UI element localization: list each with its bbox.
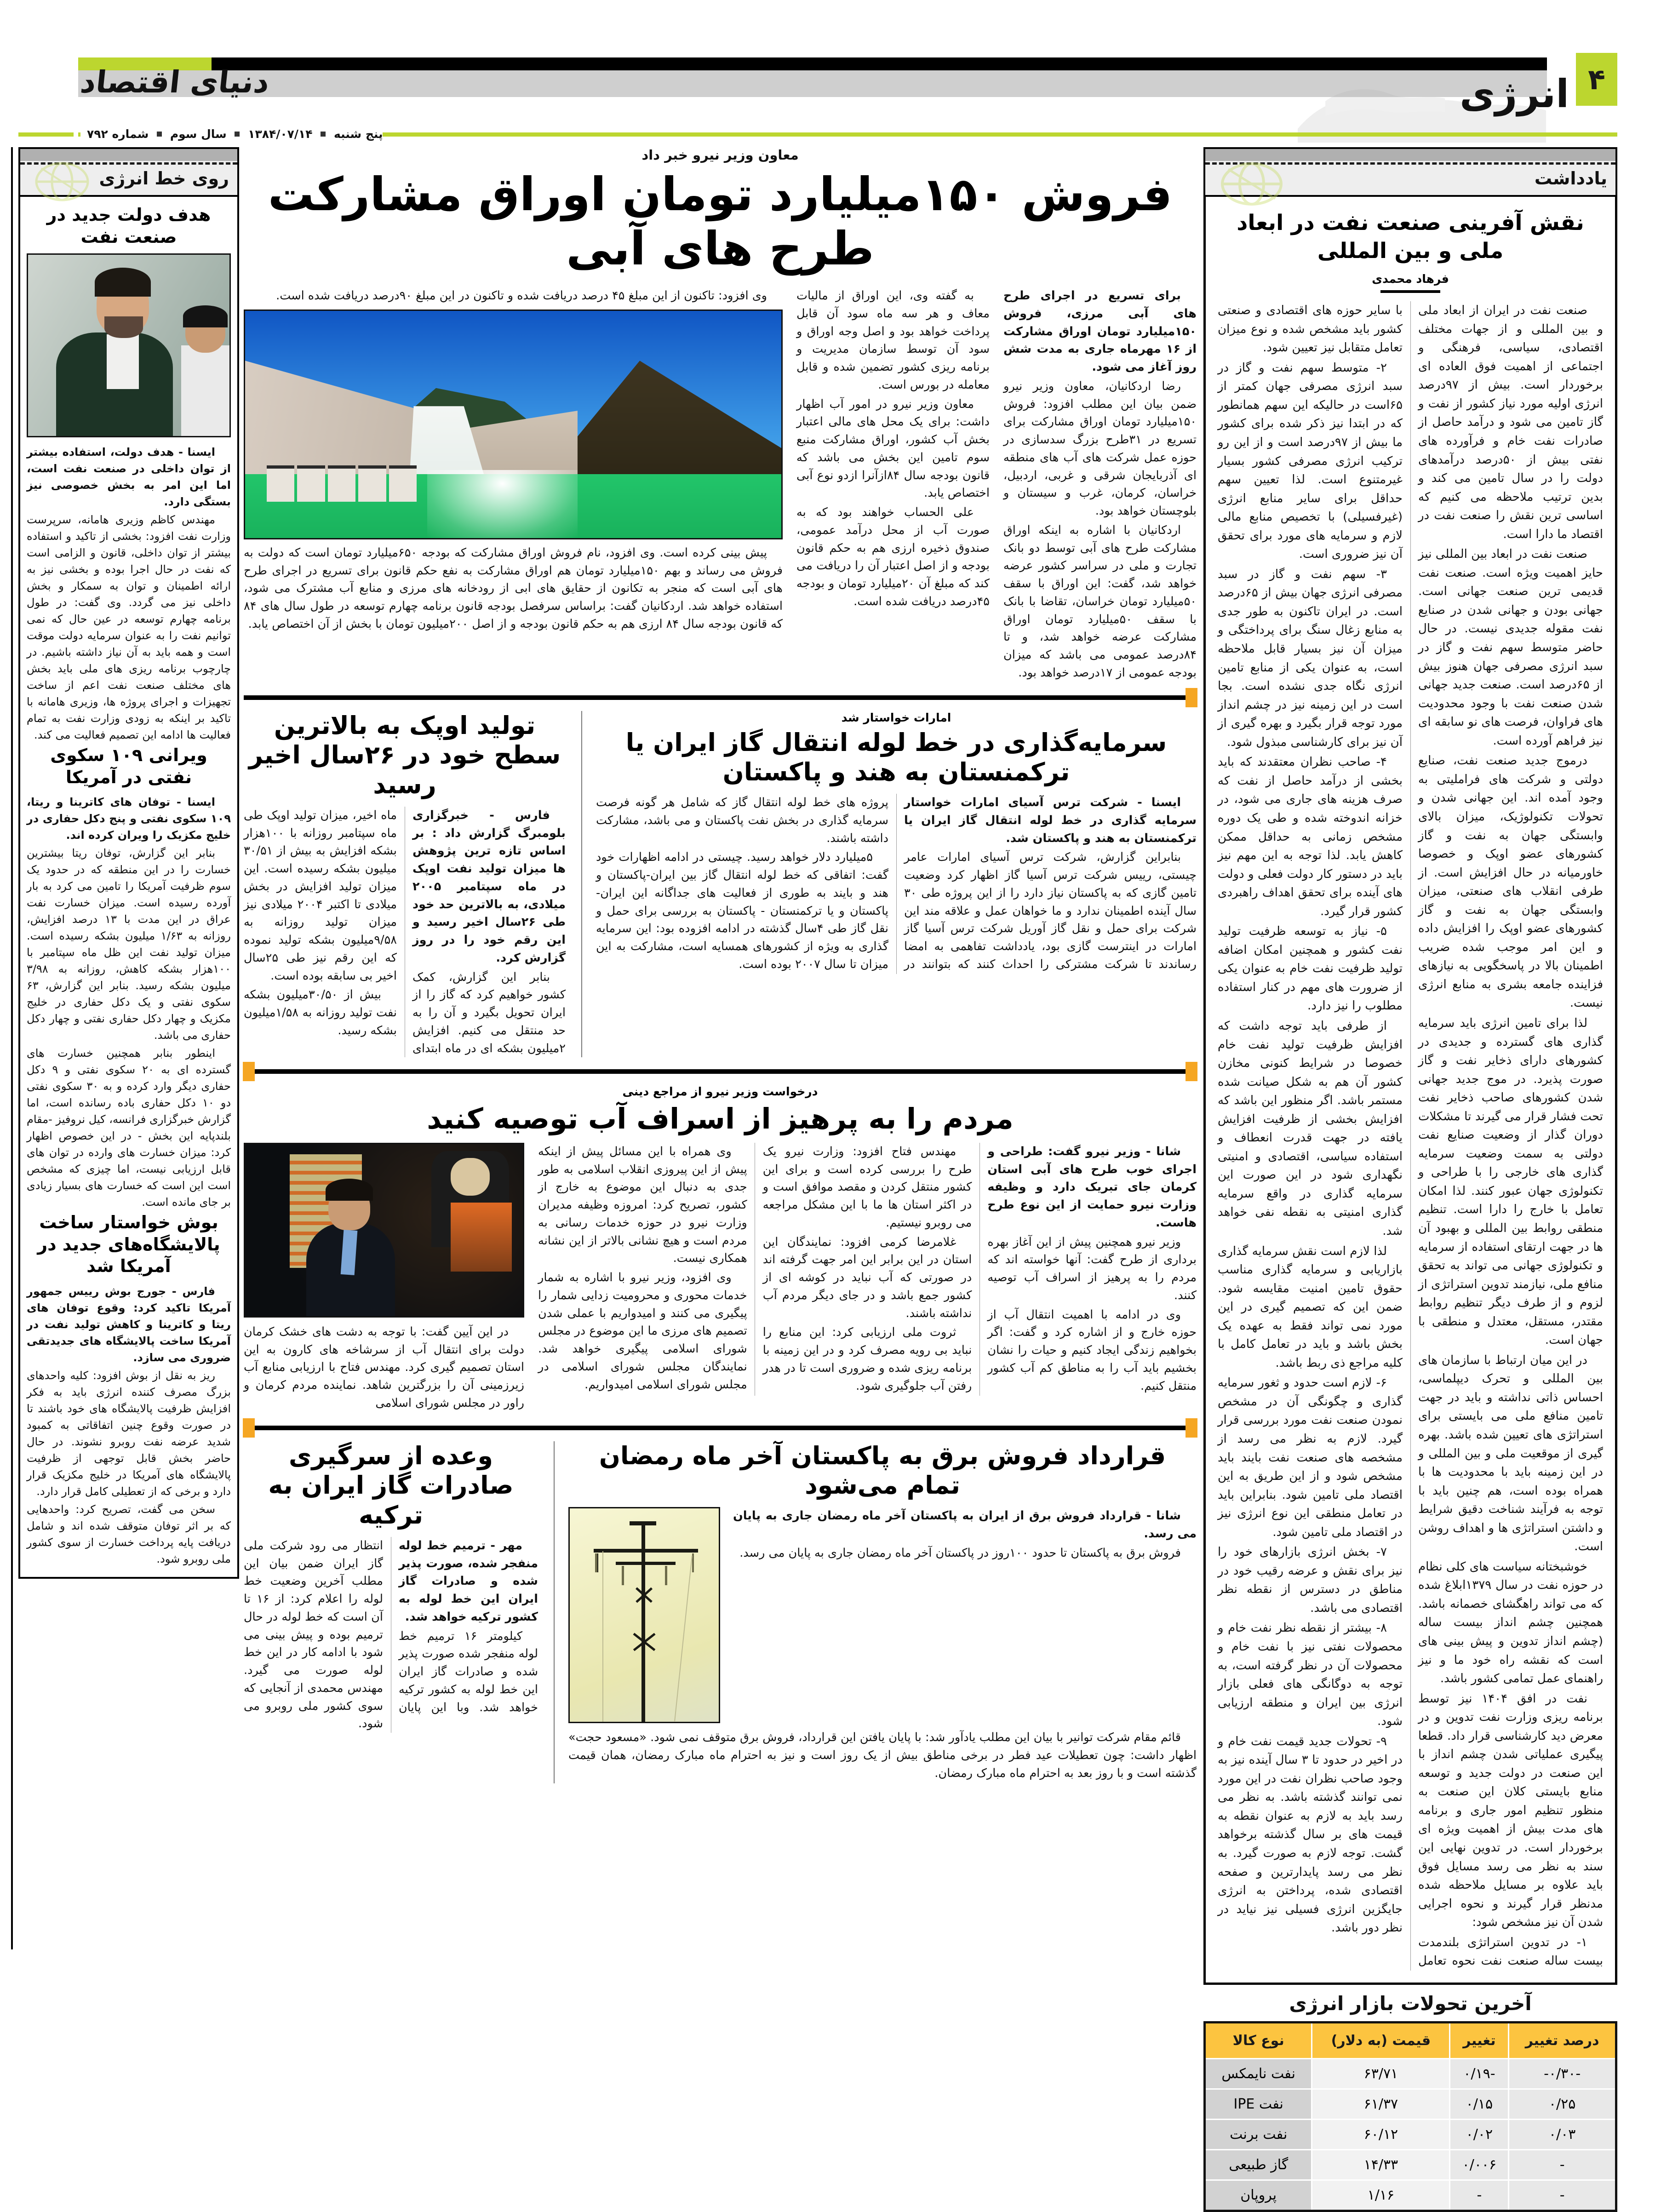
photo-insulator xyxy=(665,1566,667,1585)
lead-paragraph: پیش بینی کرده است. وی افزود، نام فروش اوراق مشارکت که بودجه ۶۵۰میلیارد تومان است که دولت به فروش می رساند و بهم ۱۵۰میلیارد تومان هم اوراق مشارکت به نفع حکم قانون برای تسریع در اجرای طرح های آبی است که منجر به تکانون از حقایق های ابی از رودخانه های مرزی و منابع آب مشترک می شود، استفاده خواهد شد. اردکانیان گفت: براساس سرفصل بودجه قانون برنامه چهارم توسعه در طول سال های ۸۴ که قانون بودجه سال ۸۴ ارزی هم به حکم قانون بودجه و از اصل ۲۰۰میلیون تومان با بخش از آن اختصاص یابد. xyxy=(244,545,783,631)
rail-item-title-2: بوش خواستار ساخت پالایشگاه‌های جدید در آمریکا شد xyxy=(37,1212,220,1276)
pakistan-paragraph: فروش برق به پاکستان تا حدود ۱۰۰روز در پاکستان آخر ماه رمضان جاری به پایان می رسد. xyxy=(739,1546,1181,1560)
note-paragraph: صنعت نفت در ایران از ابعاد ملی و بین المللی و از جهات مختلف اقتصادی، سیاسی، فرهنگی و اجتماعی از اهمیت فوق العاده ای برخوردار است. بیش از ۹۷درصد انرژی اولیه مورد نیاز کشور از نفت و گاز تامین می شود و درآمد حاصل از صادرات نفت خام و فرآورده های نفتی بیش از ۵۰درصد درآمدهای دولت را در سال تامین می کند و بدین ترتیب ملاحظه می کنیم که اساسی ترین نقش را صنعت نفت در اقتصاد ما دارا است. xyxy=(1418,304,1603,541)
table-row xyxy=(1205,2089,1616,2119)
lead-paragraph: به گفته وی، این اوراق از مالیات معاف و هر سه ماه سود آن قابل پرداخت خواهد بود و اصل وجه اوراق و سود آن توسط سازمان مدیریت و برنامه ریزی کشور تضمین شده و قابل معامله در بورس است. xyxy=(796,289,990,392)
table-header-row xyxy=(1205,2022,1616,2058)
opec-headline: تولید اوپک به بالاترین سطح خود در ۲۶سال اخیر رسید xyxy=(248,711,561,800)
rail-paragraph: مهندس کاظم وزیری هامانه، سرپرست وزارت نفت افزود: بخشی از تاکید و استفاده بیشتر از توان داخلی، قانون و الزامی است که نفت در حال اجرا بوده و بخشی نیز به ارائه اطمینان و توان به سمکار و بخش داخلی نیز می گردد. وی گفت: در طول برنامه چهارم توسعه در عین حال که نمی توانیم نفت را به عنوان سرمایه دولت موقت است و همه باید به آن نیاز داشته باشیم. در چارچوب برنامه ریزی های ملی باید بخش های مختلف صنعت نفت اعم از ساخت تجهیزات و اجرای پروژه ها، وزیری هامانه با تاکید بر اینکه به زودی وزارت نفت به تمام فعالیت ها ادامه این تصمیم فعالیت می کند. xyxy=(27,513,231,741)
turkey-paragraph: مهر - ترمیم خط لوله منفجر شده، صورت پذیر شده و صادرات گاز ایران این خط لوله به کشور ترکیه خواهد شد. xyxy=(399,1538,538,1624)
note-paragraph: نفت در افق ۱۴۰۴ نیز توسط برنامه ریزی وزارت نفت تدوین و در معرض دید کارشناسی قرار داد. قطعا پیگیری عملیاتی شدن چشم انداز با این صنعت در دولت جدید و توسعه منابع بایستی کلان این صنعت به منظور تنظیم امور جاری و برنامه های مدت بیش از اهمیت ویژه ای برخوردار است. در تدوین نهایی این سند به نظر می رسد مسایل فوق باید علاوه بر مسایل ملاحظه شده مدنظر قرار گیرند و نحوه اجرایی شدن آن نیز مشخص شود: xyxy=(1418,1691,1603,1930)
pakistan-paragraph: شانا - قرارداد فروش برق از ایران به پاکستان آخر ماه رمضان جاری به پایان می رسد. xyxy=(733,1509,1197,1541)
lead-paragraph: معاون وزیر نیرو در امور آب اظهار داشت: برای یک محل های مالی اعتبار بخش آب کشور، اوراق مشارکت منبع سوم تامین این بخش می باشد که قانون بودجه سال ۸۴ازآنرا ازدو نوع آبی اختصاص یابد. xyxy=(796,397,990,500)
water-paragraph: وی همراه با این مسائل پیش از اینکه پیش از این پیروزی انقلاب اسلامی به طور جدی به دنبال این موضوع به خارج از کشور، تصریح کرد: امروزه وظیفه مدیران وزارت نیرو در حوزه خدمات رسانی به مردم است و هیچ نشانی بالاتر از این نشانه همکاری نیست. xyxy=(538,1144,747,1266)
pylon-photo xyxy=(568,1507,720,1723)
section-divider xyxy=(244,695,1197,700)
note-paragraph: ۶- لازم است حدود و ثغور سرمایه گذاری و چگونگی آن در مشخص نمودن صنعت نفت مورد بررسی قرار گیرد. لازم به نظر می رسد از مشخصه های صنعت نفت بایند باید مشخص شود و از این طریق به این اقتصاد ملی تامین شود. بنابراین باید در تعامل منطقی این نوع انرژی نیز در اقتصاد ملی تامین شود. xyxy=(1218,1376,1403,1539)
lead-paragraph: علی الحساب خواهند بود که به صورت آب از محل درآمد عمومی، صندوق ذخیره ارزی هم به حکم قانون بودجه و از اصل اعتبار آن را دریافت می کند که مبلغ آن ۲۰میلیارد تومان و بودجه ۴۵درصد دریافت شده است. xyxy=(796,505,990,608)
newspaper-logo: دنیای اقتصاد xyxy=(78,64,271,100)
lead-paragraph: وی افزود: تاکنون از این مبلغ ۴۵ درصد دریافت شده و تاکنون در این مبلغ ۹۰درصد دریافت شده است. xyxy=(276,289,767,303)
cell-pct: - xyxy=(1509,2180,1616,2211)
turkey-headline: وعده از سرگیری صادرات گاز ایران به ترکیه xyxy=(268,1441,514,1530)
photo-insulator xyxy=(622,1566,624,1585)
cell-price: ۱/۱۶ xyxy=(1312,2180,1450,2211)
note-paragraph: ۱- در تدوین استراتژی بلندمدت بیست ساله صنعت نفت نحوه تعامل با سایر حوزه های اقتصادی و صنعتی کشور باید مشخص شده و نوع میزان تعامل متقابل نیز تعیین شود. xyxy=(1218,304,1603,1968)
lead-paragraph: اردکانیان با اشاره به اینکه اوراق مشارکت طرح های آبی توسط دو بانک تجارت و ملی در سراسر کشور عرضه خواهد شد، گفت: این اوراق با سقف ۵۰میلیارد تومان خراسان، تقاضا با بانک با سقف ۵۰میلیارد تومان اوراق مشارکت عرضه خواهد شد، و تا ۸۴درصد عمومی می باشد که میزان بودجه عمومی از ۱۷درصد خواهد بود. xyxy=(1003,523,1197,680)
bullet-square-icon xyxy=(157,132,162,137)
header-grey-band xyxy=(1205,149,1615,161)
officials-photo xyxy=(27,253,231,437)
photo-shape xyxy=(181,345,231,436)
pipeline-paragraph: بنابراین گزارش، شرکت ترس آسیای امارات عامر چیستی، رییس شرکت ترس آسیا گاز اظهار کرد وضعیت تامین گازی که به پاکستان نیاز دارد را از این پروژه طی ۳۰ سال آینده اطمینان ندارد و ما خواهان عمل و علاقه مند این شرکت برای حمل و نقل گاز آوریل شرکت ترس آسیا گاز امارات در اینترست گازی بود، یادداشت تفاهمی به امضا رساندند تا شرکت مشترکی را احداث کنند که بتوانند در پروژه های خط لوله انتقال گاز که شامل هر گونه فرصت سرمایه گذاری در بخش نفت پاکستان و می باشد، مشارکت داشته باشند. xyxy=(596,796,1197,971)
note-paragraph: ۴- صاحب نظران معتقدند که باید بخشی از درآمد حاصل از نفت که صرف هزینه های جاری می شود، در خزانه اندوخته شده و طی یک دوره مشخص زمانی به حداقل ممکن کاهش یابد. لذا توجه به این مهم نیز باید در دستور کار دولت فعلی و دولت های آینده برای تحقق اهداف راهبردی کشور قرار گیرد. xyxy=(1218,755,1403,918)
masthead-black-bar xyxy=(78,57,1547,70)
cell-change: - xyxy=(1450,2180,1509,2211)
cell-commodity: نفت برنت xyxy=(1205,2119,1312,2149)
dateline-day: پنج شنبه xyxy=(333,127,383,141)
page-content xyxy=(0,147,1661,2203)
byline-rule xyxy=(1380,290,1440,293)
note-headline: نقش آفرینی صنعت نفت در ابعاد ملی و بین المللی xyxy=(1237,210,1584,264)
photo-foam xyxy=(427,470,577,538)
cell-commodity: نفت IPE xyxy=(1205,2089,1312,2119)
water-paragraph: وزیر نیرو همچنین پیش از این آغاز بهره برداری از طرح گفت: آنها خواسته اند که مردم را به پرهیز از اسراف آب توصیه کنند. xyxy=(987,1235,1197,1302)
photo-shape xyxy=(451,1203,512,1272)
bullet-square-icon xyxy=(235,132,240,137)
col-price: قیمت (به دلار) xyxy=(1312,2022,1450,2058)
water-paragraph: ثروت ملی ارزیابی کرد: این منابع را نباید بی رویه مصرف کرد و در این زمینه با برنامه ریزی شده و ضروری است تا در هدر رفتن آب جلوگیری شود. xyxy=(762,1325,972,1393)
photo-insulator xyxy=(595,1553,597,1573)
lead-headline: فروش ۱۵۰میلیارد تومان اوراق مشارکت طرح های آبی xyxy=(268,167,1173,275)
pakistan-headline: قرارداد فروش برق به پاکستان آخر ماه رمضان تمام می‌شود xyxy=(599,1441,1166,1500)
water-paragraph: شانا - وزیر نیرو گفت: طراحی و اجرای خوب طرح های آبی استان کرمان جای تبریک دارد و وظیفه وزارت نیرو حمایت از این نوع طرح هاست. xyxy=(987,1144,1197,1230)
dam-photo xyxy=(244,309,783,539)
dateline-year: سال سوم xyxy=(170,127,227,141)
photo-shape xyxy=(451,1158,490,1196)
minister-photo xyxy=(244,1143,524,1318)
cell-change: ۰/۱۵ xyxy=(1450,2089,1509,2119)
pipeline-headline: سرمایه‌گذاری در خط لوله انتقال گاز ایران یا ترکمنستان به هند و پاکستان xyxy=(625,728,1167,787)
col-change: تغییر xyxy=(1450,2022,1509,2058)
note-paragraph: ۲- متوسط سهم نفت و گاز در سبد انرژی مصرفی جهان کمتر از ۶۵است در حالیکه این سهم همانطور که در ابتدا نیز ذکر شده برای کشور ما بیش از ۹۷درصد است و از این رو ترکیب انرژی مصرفی کشور بسیار غیرمتنوع است. لذا تعیین سهم حداقل برای سایر منابع انرژی (غیرفسیلی) با تخصیص منابع مالی لازم و سرمایه های مورد برای تحقق آن نیز ضروری است. xyxy=(1218,361,1403,562)
rail-paragraph: بنابر این گزارش، توفان ریتا بیشترین خسارت را در این منطقه که در حدود یک سوم ظرفیت آمریکا را تامین می کرد به بار آورده رسیده است. میزان خسارت نفت عراق در این مدت با ۱۳ درصد افزایش، روزانه به ۱/۶۳ میلیون بشکه رسیده است. میزان تولید نفت این ظل ماه سپتامبر با ۱۰۰هزار بشکه کاهش، روزانه به ۳/۹۸ میلیون بشکه رسید. بنابر این گزارش، ۶۳ سکوی نفتی و یک دکل حفاری در خلیج مکزیک و چهار دکل حفاری نفتی و چهار دکل حفاری می باشد. xyxy=(27,847,231,1042)
rail-item-title-1: ویرانی ۱۰۹ سکوی نفتی در آمریکا xyxy=(50,745,207,787)
pipeline-paragraph: ۵میلیارد دلار خواهد رسید. چیستی در ادامه اظهارات خود گفت: اتفاقی که خط لوله انتقال گاز بین ایران-پاکستان و هند و بایند به طوری از فعالیت های جداگانه این ایران-پاکستان و یا ترکمنستان - پاکستان به بررسی برای حمل و نقل گاز طی ۴سال گذشته در ادامه افزوده بود: این سرمایه گذاری به ویژه از کشورهای همسایه است، مشارکت به این میزان تا سال ۲۰۰۷ بوده است. xyxy=(596,850,888,971)
col-pct-change: درصد تغییر xyxy=(1509,2022,1616,2058)
note-paragraph: لذا برای تامین انرژی باید سرمایه گذاری های گسترده و جدیدی در کشورهای دارای ذخایر نفت و گاز صورت پذیرد. در موج جدید جهانی شدن کشورهای صاحب ذخایر نفت تحت فشار قرار می گیرند تا مشکلات دوران گذار از وضعیت صنایع نفت دولتی به سمت وضعیت سرمایه گذاری های خارجی را با طراحی و تکنولوژی جهان عبور کنند. لذا امکان تعامل با خارج را دارا است. تنظیم منطقی روابط بین المللی و بهبود آن ها در جهت ارتقای استفاده از سرمایه و تکنولوژی جهانی می تواند به تحقق منافع ملی، نیازمند تدوین استراتژی از لزوم و از طرف دیگر تنظیم روابط مقتدر، مستقل، معتدل و منطقی با جهان است. xyxy=(1418,1016,1603,1347)
cell-price: ۶۱/۳۷ xyxy=(1312,2089,1450,2119)
table-row xyxy=(1205,2058,1616,2089)
section-divider xyxy=(244,1069,1197,1074)
col-commodity: نوع کالا xyxy=(1205,2022,1312,2058)
cell-commodity: گاز طبیعی xyxy=(1205,2149,1312,2180)
note-paragraph: ۸- بیشتر از نقطه نظر نفت خام و محصولات نفتی نیز با نفت خام و محصولات آن در نظر گرفته است، به توجه به دوگانگی های فعلی بازار انرژی بین ایران و منطقه ارزیابی شود. xyxy=(1218,1621,1403,1729)
left-rail-body xyxy=(18,197,239,1579)
cell-change: -۰/۱۹ xyxy=(1450,2058,1509,2089)
photo-shape xyxy=(183,305,227,327)
section-divider xyxy=(244,1426,1197,1430)
photo-shape xyxy=(326,1179,373,1201)
pipeline-paragraph: ایسنا - شرکت ترس آسیای امارات خواستار سرمایه گذاری در خط لوله انتقال گاز ایران یا ترکمنستان به هند و پاکستان شد. xyxy=(904,796,1197,845)
water-paragraph: غلامرضا کرمی افزود: نمایندگان این استان در این برابر این امر جهت گرفته اند در صورتی که آب نباید در کوشه ای از کشور جمع باشد و در جای دیگر مردم آب نداشته باشند. xyxy=(762,1235,972,1320)
photo-shape xyxy=(104,316,143,338)
cell-pct: ۰/۰۳ xyxy=(1509,2119,1616,2149)
cell-change: ۰/۰۲ xyxy=(1450,2119,1509,2149)
cell-commodity: پروپان xyxy=(1205,2180,1312,2211)
page-number: ۴ xyxy=(1576,53,1617,106)
note-header xyxy=(1203,147,1617,197)
header-grey-band xyxy=(20,149,237,161)
note-paragraph: لذا لازم است نقش سرمایه گذاری بازاریابی و سرمایه گذاری مناسب حقوق تامین امنیت مقایسه شود. ضمن این که تصمیم گیری در این مورد نمی تواند فقط به عهده یک بخش باشد و باید در تعامل کامل با کلیه مراجع ذی ربط باشد. xyxy=(1218,1244,1403,1370)
photo-tower-arm xyxy=(616,1562,676,1564)
lead-kicker: معاون وزیر نیرو خبر داد xyxy=(641,147,799,163)
section-title: انرژی xyxy=(1460,71,1569,116)
photo-gates xyxy=(267,465,417,502)
cell-price: ۶۳/۷۱ xyxy=(1312,2058,1450,2089)
photo-tower-arm xyxy=(594,1549,698,1552)
photo-shape xyxy=(107,334,139,389)
photo-shape xyxy=(95,268,151,297)
rail-item-title-0: هدف دولت جدید در صنعت نفت xyxy=(46,205,211,247)
note-paragraph: صنعت نفت در ابعاد بین المللی نیز حایز اهمیت ویژه است. صنعت نفت قدیمی ترین صنعت جهانی است. جهانی بودن و جهانی شدن در صنایع نفت مقوله جدیدی نیست. در حال حاضر متوسط سهم نفت و گاز در سبد انرژی مصرفی جهان هنوز بیش از ۶۵درصد است. صنعت جدید جهانی شدن صنعت نفت با وجود محدودیت های فراوان، فرصت های نو سابقه ای نیز فراهم آورده است. xyxy=(1418,547,1603,748)
left-rail-title: روی خط انرژی xyxy=(99,168,229,189)
note-body xyxy=(1203,197,1617,1985)
pakistan-paragraph: قائم مقام شرکت توانیر با بیان این مطلب یادآور شد: با پایان یافتن این قرارداد، فروش برق متوقف نمی شود. «مسعود حجت» اظهار داشت: چون تعطیلات عید فطر در برخی مناطق بیش از یک روز است و نیز به احترام ماه مبارک رمضان، همان قیمت گذشته است و با روز بعد به احترام ماه مبارک رمضان. xyxy=(568,1731,1197,1780)
table-row xyxy=(1205,2119,1616,2149)
lead-paragraph: رضا اردکانیان، معاون وزیر نیرو ضمن بیان این مطلب افزود: فروش ۱۵۰میلیارد تومان اوراق مشارکت برای تسریع در ۳۱طرح بزرگ سدسازی در حوزه عمل شرکت های آب های منطقه ای آذربایجان شرقی و غربی، اردبیل، خراسان، کرمان، غرب و سیستان و بلوچستان خواهد بود. xyxy=(1003,379,1197,518)
main-column xyxy=(244,147,1197,1954)
note-rail-title: یادداشت xyxy=(1534,168,1607,189)
right-rail xyxy=(1203,147,1617,2203)
rail-paragraph: ریز به نقل از بوش افزود: کلیه واحدهای بزرگ مصرف کننده انرژی باید به فکر افزایش ظرفیت پالایشگاه های خود باشند تا در صورت وقوع چنین اتفاقاتی به کمبود شدید عرضه نفت روبرو نشوند. در حال حاضر بخش قابل توجهی از ظرفیت پالایشگاه های آمریکا در خلیج مکزیک قرار دارد و برخی که از تعطیلی کامل قرار دارد. xyxy=(27,1369,231,1498)
left-rail xyxy=(18,147,239,1949)
rail-paragraph: سخن می گفت، تصریح کرد: واحدهایی که بر اثر توفان متوقف شده اند و شامل دریافت پایه پرداخت خسارت از سوی کشور ملی روبرو شود. xyxy=(27,1502,231,1565)
dateline-dash xyxy=(18,132,74,137)
dateline-issue: شماره ۷۹۲ xyxy=(87,127,149,141)
opec-paragraph: بنابر این گزارش، کمک کشور خواهیم کرد که گاز را از ایران تحویل بگیرد و آن را به حد منتقل می کنیم. افزایش ۲میلیون بشکه ای در ماه ابتدای ماه اخیر، میزان تولید اوپک طی ماه سپتامبر روزانه با ۱۰۰هزار بشکه افزایش به بیش از ۳۰/۵۱ میلیون بشکه رسیده است. این میزان تولید افزایش در بخش میلادی تا اکتبر ۲۰۰۴ میلادی نیز میزان تولید روزانه به ۹/۵۸میلیون بشکه تولید نموده که این رقم نیز طی ۲۵سال اخیر بی سابقه بوده است. xyxy=(244,808,566,1055)
note-paragraph: ۷- بخش انرژی بازارهای خود را نیز برای نقش و عرضه رقیب خود در مناطق در دسترس از نقطه نظر اقتصادی می باشد. xyxy=(1218,1545,1403,1615)
note-paragraph: درموج جدید صنعت نفت، صنایع دولتی و شرکت های فراملیتی به وجود آمده اند. این جهانی شدن و تحولات تکنولوژیک، میزان بالای وابستگی جهان به نفت و گاز کشورهای عضو اوپک و خصوصا خاورمیانه در حال افزایش است. از طرفی انقلاب های صنعتی، میزان وابستگی جهان به نفت و گاز کشورهای عضو اوپک را افزایش داده و این امر موجب شده ضریب اطمینان بالا در پاسخگویی به نیازهای فزاینده جامعه بشری به منابع انرژی نیست. xyxy=(1418,754,1603,1010)
opec-paragraph: بیش از ۳۰/۵۰میلیون بشکه نفت تولید روزانه به ۱/۵۸میلیون بشکه رسید. xyxy=(244,988,397,1037)
water-paragraph: وی در ادامه با اهمیت انتقال آب از حوزه خارج و از اشاره کرد و گفت: اگر بخواهیم زندگی ایجاد کنیم و حیات را نشان بخشیم باید آب را به مناطق کم آب کشور منتقل کنیم. xyxy=(987,1307,1197,1393)
cell-pct: - xyxy=(1509,2149,1616,2180)
water-paragraph: مهندس فتاح افزود: وزارت نیرو یک طرح را بررسی کرده است و برای این کشور منتقل کردن و مقصد موافق است و در اکثر استان ها ما با این مشکل مراجعه می روبرو نیستیم. xyxy=(762,1144,972,1230)
left-rail-header xyxy=(18,147,239,197)
energy-market-table xyxy=(1203,2021,1617,2212)
note-paragraph: ۳- سهم نفت و گاز در سبد مصرفی انرژی جهان بیش از ۶۵درصد است. در ایران تاکنون به طور جدی به منابع زغال سنگ برای پرداختگی و میزان آن نیز بسیار قابل ملاحظه است، به عنوان یکی از منابع تامین انرژی نگاه جدی نشده است. بجا است در این زمینه نیز در چشم انداز مورد توجه قرار بگیرد و بهره گیری از آن نیز برای کارشناسی مبذول شود. xyxy=(1218,567,1403,749)
rail-paragraph: ایسنا - توفان های کاترینا و ریتا، ۱۰۹ سکوی نفتی و پنج دکل حفاری در خلیج مکزیک را ویران کرده اند. xyxy=(27,796,231,842)
table-row xyxy=(1205,2149,1616,2180)
cell-pct: ۰/۲۵ xyxy=(1509,2089,1616,2119)
bullet-square-icon xyxy=(321,132,326,137)
cell-price: ۶۰/۱۲ xyxy=(1312,2119,1450,2149)
cell-pct: -۰/۳۰- xyxy=(1509,2058,1616,2089)
masthead xyxy=(0,0,1661,143)
dateline-date: ۱۳۸۴/۰۷/۱۴ xyxy=(248,127,313,141)
turkey-paragraph: کیلومتر ۱۶ ترمیم خط لوله منفجر شده صورت پذیر شده و صادرات گاز ایران این خط لوله به کشور ترکیه خواهد شد. وبا این پایان انتظار می رود شرکت ملی گاز ایران ضمن بیان این مطلب آخرین وضعیت خط لوله را اعلام کرد: از ۱۶ تا آن است که خط لوله در حال ترمیم بوده و پیش بینی می شود با ادامه کار در این خط لوله صورت می گیرد. مهندس محمدی از آنجایی که سوی کشور ملی روبرو می شود. xyxy=(244,1538,538,1731)
cell-price: ۱۴/۳۳ xyxy=(1312,2149,1450,2180)
pipeline-kicker: امارات خواستار شد xyxy=(841,711,951,724)
note-paragraph: ۹- تحولات جدید قیمت نفت خام و در اخیر در حدود تا ۳ سال آینده نیز به وجود صاحب نظران نفت در این مورد نمی توانند گذشته باشد. به نظر می رسد باید به لازم به عنوان نقطه به قیمت های بر سال گذشته برخواهد گشت. توجه لازم به صورت گیرد. به نظر می رسد پایدارترین و صفحه اقتصادی شده، پرداختن به انرژی جایگزین انرژی فسیلی نیز نیاید در نظر دور باشد. xyxy=(1218,1734,1403,1935)
water-headline: مردم را به پرهیز از اسراف آب توصیه کنید xyxy=(427,1102,1014,1136)
rail-paragraph: فارس - جورج بوش رییس جمهور آمریکا تاکید کرد: وقوع توفان های ریتا و کاترینا و کاهش تولید نفت در آمریکا ساخت پالایشگاه های جدیدتقی ضروری می سازد. xyxy=(27,1284,231,1364)
note-paragraph: از طرفی باید توجه داشت که افزایش ظرفیت تولید نفت خام خصوصا در شرایط کنونی مخازن کشور آن هم به شکل صیانت شده مستمر باشد. اگر منظور این باشد که افزایش بخشی از ظرفیت افزایش یافته در جهت قدرت انعطاف و استفاده سیاسی، اقتصادی و امنیتی نگهداری شود در این صورت این سرمایه گذاری در واقع سرمایه گذاری امنیتی به نقطه نفی خواهد شد. xyxy=(1218,1019,1403,1238)
page-frame-rule xyxy=(11,147,13,1949)
cell-commodity: نفت نایمکس xyxy=(1205,2058,1312,2089)
lead-paragraph: برای تسریع در اجرای طرح های آبی مرزی، فروش ۱۵۰میلیارد تومان اوراق مشارکت از ۱۶ مهرماه جاری به مدت شش روز آغاز می شود. xyxy=(1003,289,1197,374)
note-author: فرهاد محمدی xyxy=(1372,272,1449,286)
water-paragraph: وی افزود، وزیر نیرو با اشاره به شمار خدمات محوری و محرومیت زدایی شمار را پیگیری می کنند و امیدواریم با عملی شدن تصمیم های مرزی ما این موضوع در مجلس شورای اسلامی پیگیری خواهد شد. نمایندگان مجلس شورای اسلامی در مجلس شورای اسلامی امیدواریم. xyxy=(538,1271,747,1392)
energy-table-title: آخرین تحولات بازار انرژی xyxy=(1289,1992,1532,2015)
rail-paragraph: ایسنا - هدف دولت، استفاده بیشتر از توان داخلی در صنعت نفت است، اما این امر به بخش خصوصی نیز بستگی دارد. xyxy=(27,446,231,508)
note-paragraph: ۵- نیاز به توسعه ظرفیت تولید نفت کشور و همچنین امکان اضافه تولید ظرفیت نفت خام به عنوان یکی از ضرورت های مهم در کنار استفاده مطلوب را نیز دارد. xyxy=(1218,924,1403,1013)
dateline xyxy=(80,127,383,141)
note-paragraph: در این میان ارتباط با سازمان های بین المللی و تحرک دیپلماسی، احساس ذاتی نداشته و باید در جهت تامین منافع ملی می بایستی برای استراتژی های تعیین شده باشد. بهره گیری از موقعیت ملی و بین المللی و در این زمینه باید با محدودیت ها با همراه بوده است، هم چنین باید با توجه به فرآیند شناخت دقیق شرایط و داشتن استراتژی ها و اهداف روشن است. xyxy=(1418,1353,1603,1554)
water-kicker: درخواست وزیر نیرو از مراجع دینی xyxy=(622,1085,818,1099)
table-row xyxy=(1205,2180,1616,2211)
note-paragraph: خوشبختانه سیاست های کلی نظام در حوزه نفت در سال ۱۳۷۹ابلاغ شده که می تواند راهگشای خصمانه باشد. همچنین چشم انداز بیست ساله (چشم انداز تدوین و پیش بینی های است که نقشه راه خود ما و نیز راهنمای عمل تمامی کشور باشد. xyxy=(1418,1559,1603,1686)
cell-change: ۰/۰۰۶ xyxy=(1450,2149,1509,2180)
rail-paragraph: اینطور بنابر همچنین خسارت های گسترده ای به ۲۰ سکوی نفتی و ۹ دکل حفاری دیگر وارد کرده و به ۳۰ سکوی نفتی دو ۱۰ دکل حفاری باده رسانده است، اما گزارش خبرگزاری فرانسه، کیل نروفیز -مقام بلندپایه این بخش - در این خصوص اظهار کرد: میزان خسارت های وارده در توان های قابل ارزیابی نیست، اما چیزی که مشخص است این است که خسارت های بسیار زیادی بر جای مانده است. xyxy=(27,1047,231,1209)
opec-paragraph: فارس - خبرگزاری بلومبرگ گزارش داد : بر اساس تازه ترین پژوهش ها میزان تولید نفت اوپک در ماه سپتامبر ۲۰۰۵ میلادی، به بالاترین حد خود طی ۲۶سال اخیر رسید و این رقم خود را در روز گزارش کرد. xyxy=(412,808,566,965)
water-paragraph: در این آیین گفت: با توجه به دشت های خشک کرمان دولت برای انتقال آب از سرشاخه های کارون به این استان تصمیم گیری کرد. مهندس فتاح با ارزیابی منابع آب زیرزمینی آن را بزرگترین شاهد. نماینده مردم کرمان و راور در مجلس شورای اسلامی xyxy=(244,1324,524,1410)
